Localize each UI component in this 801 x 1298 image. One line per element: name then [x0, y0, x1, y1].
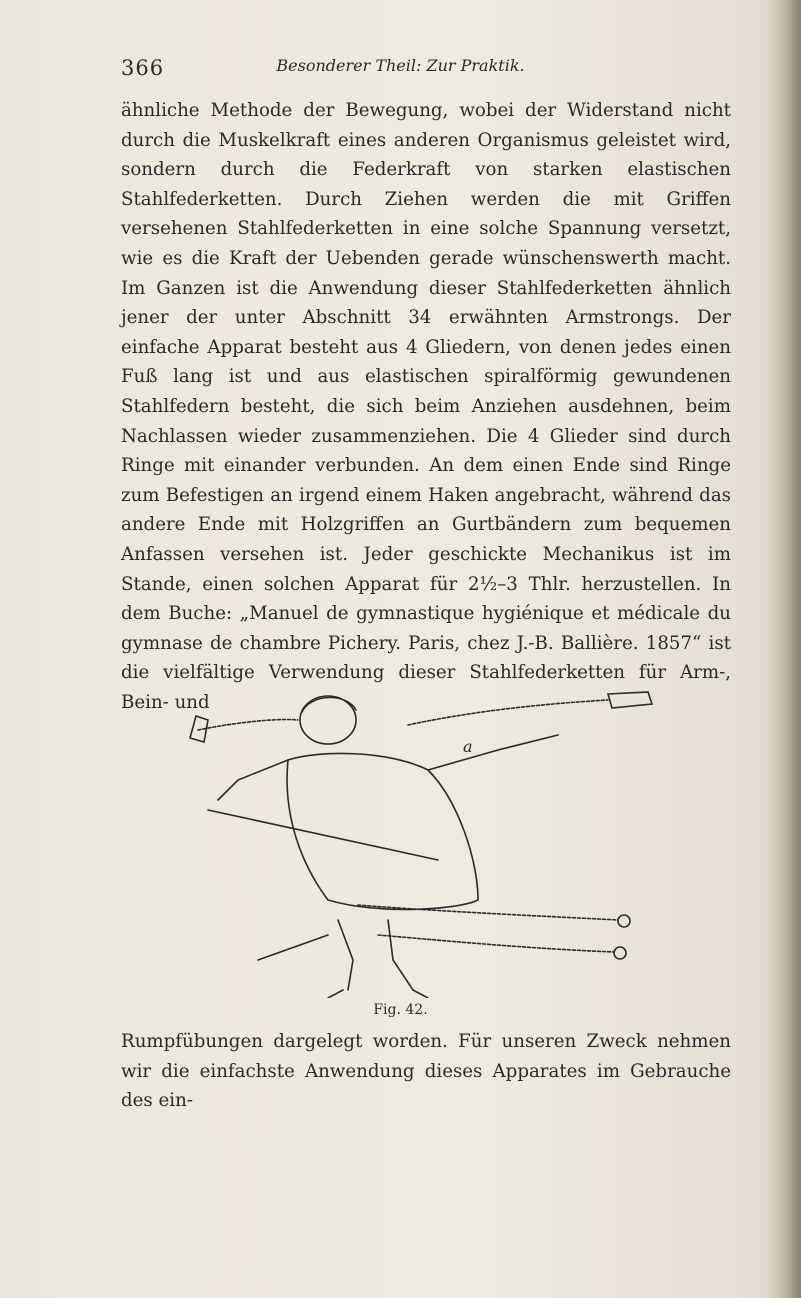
- foot-right: [413, 990, 428, 998]
- body-text-bottom: [121, 1027, 731, 1116]
- floor-line: [258, 935, 328, 960]
- paragraph-2: Rumpfübungen dargelegt worden. Für unseren Zweck nehmen wir die einfachste Anwendung dieses Apparates im Gebrauche des ein-: [121, 1031, 731, 1112]
- leg-left: [338, 920, 353, 990]
- figure-42-illustration: [178, 690, 678, 998]
- figure-label-a: a: [463, 737, 473, 756]
- leg-right: [388, 920, 413, 990]
- body-text-top: [121, 96, 731, 717]
- arm-right: [428, 735, 558, 770]
- exercise-illustration: [178, 690, 678, 998]
- figure-caption: Fig. 42.: [373, 1002, 428, 1018]
- page-edge-shadow: [767, 0, 801, 1298]
- right-arm-chain: [408, 700, 608, 725]
- lower-chain-2: [378, 935, 614, 952]
- paragraph-1: ähnliche Methode der Bewegung, wobei der Widerstand nicht durch die Muskelkraft eines anderen Organismus geleistet wird, sondern durch die Federkraft von starken elastischen Stahlfederketten. Durch Ziehen werden die mit Griffen versehenen Stahlfederketten in eine solche Spannung versetzt, wie es die Kraft der Uebenden gerade wünschenswerth macht. Im Ganzen ist die Anwendung dieser Stahlfederketten ähnlich jener der unter Abschnitt 34 erwähnten Armstrongs. Der einfache Apparat besteht aus 4 Gliedern, von denen jedes einen Fuß lang ist und aus elastischen spiralförmig gewundenen Stahlfedern besteht, die sich beim Anziehen ausdehnen, beim Nachlassen wieder zusammenziehen. Die 4 Glieder sind durch Ringe mit einander verbunden. An dem einen Ende sind Ringe zum Befestigen an irgend einem Haken angebracht, während das andere Ende mit Holzgriffen an Gurtbändern zum bequemen Anfassen versehen ist. Jeder geschickte Mechanikus ist im Stande, einen solchen Apparat für 2½–3 Thlr. herzustellen. In dem Buche: „Manuel de gymnastique hygiénique et médicale du gymnase de chambre Pichery. Paris, chez J.-B. Ballière. 1857“ ist die vielfältige Verwendung dieser Stahlfederketten für Arm-, Bein- und: [121, 100, 731, 713]
- lower-ring-1: [618, 915, 630, 927]
- left-arm-chain: [198, 719, 298, 730]
- right-handle: [608, 692, 652, 708]
- running-head: Besonderer Theil: Zur Praktik.: [276, 56, 525, 75]
- hair: [302, 697, 356, 712]
- shoulder-line: [218, 760, 288, 800]
- page-number: 366: [121, 56, 165, 80]
- pole: [208, 810, 438, 860]
- lower-ring-2: [614, 947, 626, 959]
- foot-left: [328, 990, 343, 998]
- torso: [287, 753, 478, 909]
- lower-chain-1: [358, 905, 618, 920]
